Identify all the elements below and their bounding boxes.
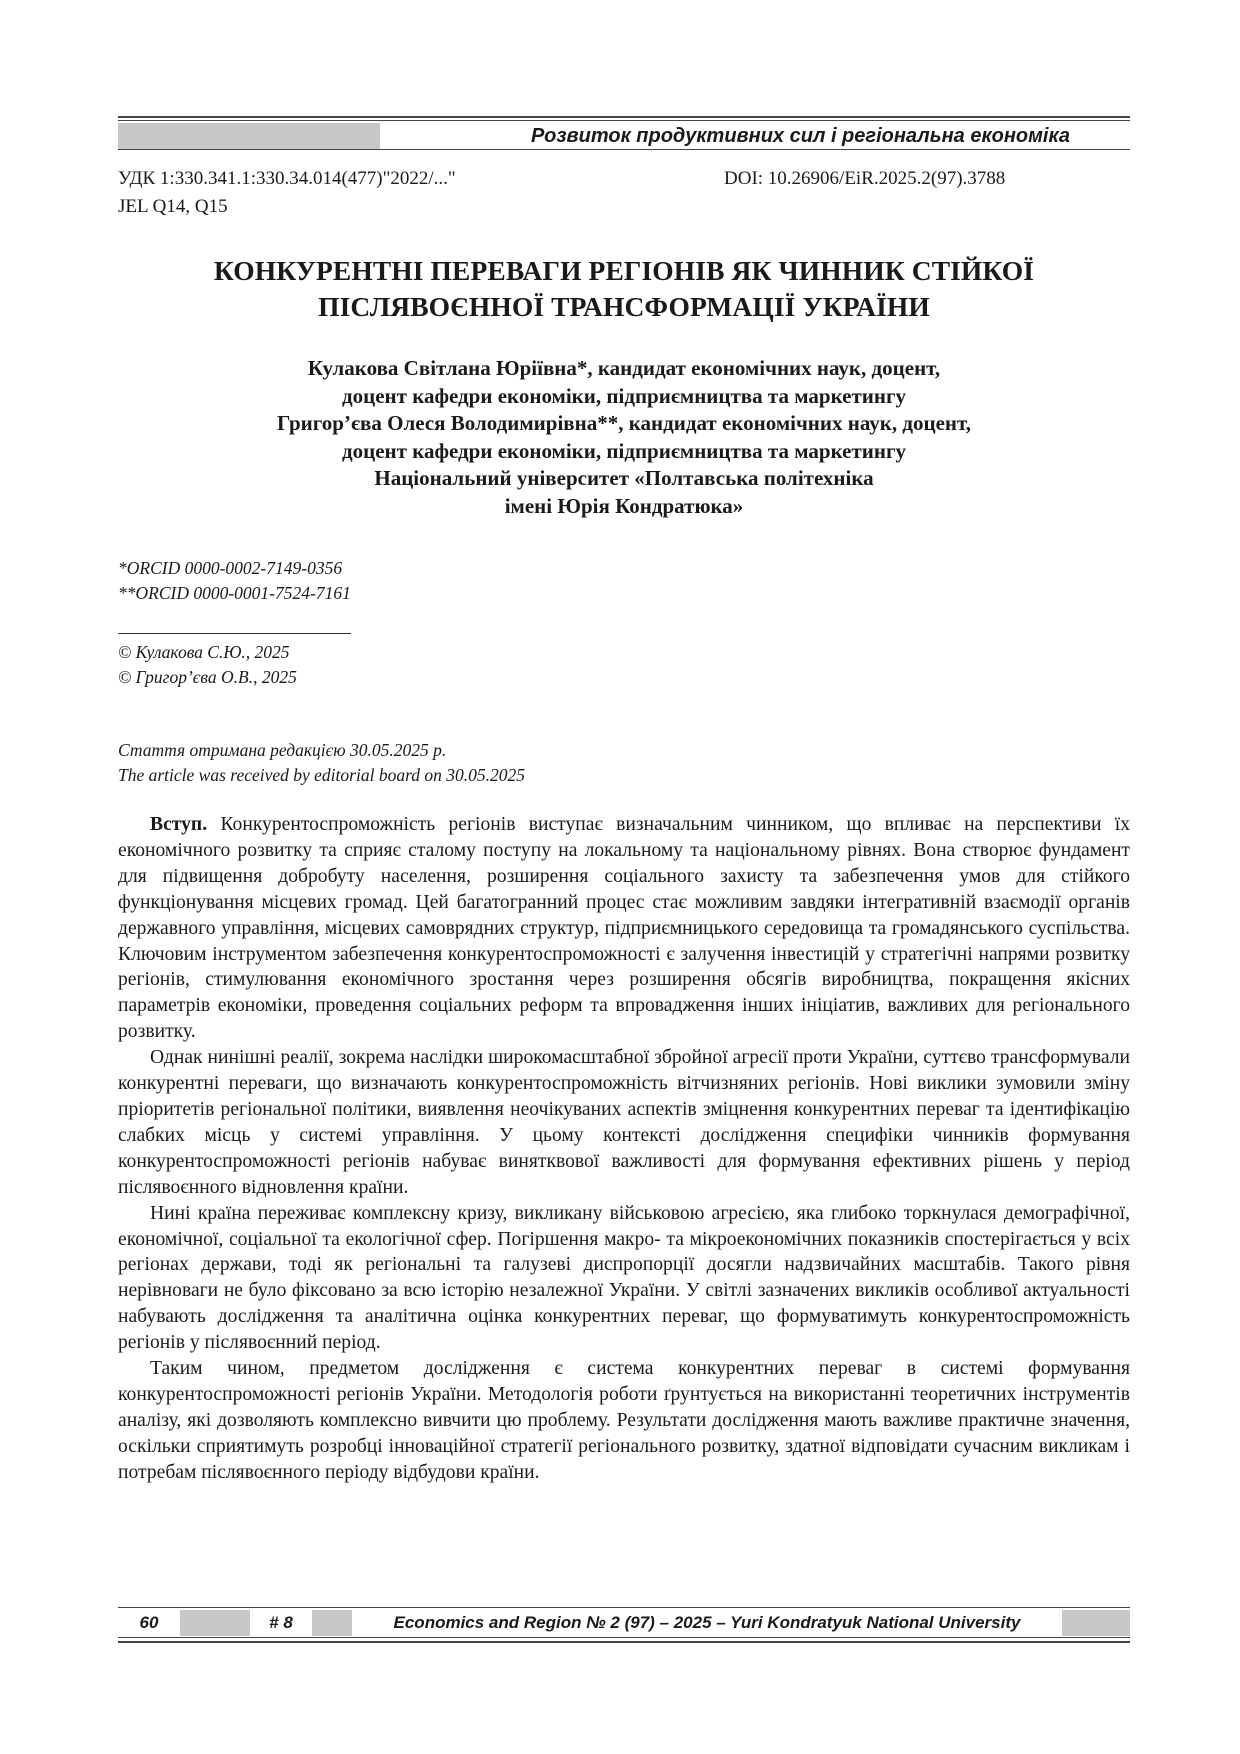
received-block <box>118 738 525 788</box>
received-en: The article was received by editorial board on 30.05.2025 <box>118 765 525 785</box>
intro-label: Вступ. <box>150 814 208 835</box>
running-footer <box>118 1610 1130 1636</box>
article-body <box>118 812 1130 1486</box>
orcid-second: **ORCID 0000-0001-7524-7161 <box>118 583 351 603</box>
copyright-first: © Кулакова С.Ю., 2025 <box>118 642 290 662</box>
page-number: 60 <box>139 1613 159 1632</box>
affiliation-line-2: імені Юрія Кондратюка» <box>504 493 744 518</box>
article-title <box>118 253 1130 325</box>
running-header <box>118 123 1130 149</box>
paragraph-4: Таким чином, предметом дослідження є система конкурентних переваг в системі формування конкурентоспроможності регіонів України. Методологія роботи ґрунтується на використанні теоретичних інструментів аналізу, які дозволяють комплексно вивчити цю проблему. Результати дослідження мають важливе практичне значення, оскільки сприятимуть розробці інноваційної стратегії регіонального розвитку, здатної відповідати сучасним викликам і потребам післявоєнного періоду відбудови країни. <box>118 1358 1130 1483</box>
orcid-block <box>118 556 351 606</box>
header-rule-top <box>118 116 1130 118</box>
copyright-second: © Григор’єва О.В., 2025 <box>118 667 297 687</box>
author-line-2: доцент кафедри економіки, підприємництва та маркетингу <box>341 383 907 408</box>
paragraph-3: Нині країна переживає комплексну кризу, викликану військовою агресією, яка глибоко торкнулася демографічної, економічної, соціальної та екологічної сфер. Погіршення макро- та мікроекономічних показників спостерігається у всіх регіонах держави, тоді як регіональні та галузеві диспропорції досягли надзвичайних масштабів. Такого рівня нерівноваги не було фіксовано за всю історію незалежної України. У світлі зазначених викликів особливої актуальності набувають дослідження та аналітична оцінка конкурентних переваг, що формуватимуть конкурентоспроможність регіонів у післявоєнний період. <box>118 1202 1130 1354</box>
udc-code: УДК 1:330.341.1:330.34.014(477)"2022/..." <box>118 168 456 189</box>
author-line-4: доцент кафедри економіки, підприємництва та маркетингу <box>341 438 907 463</box>
copyright-block <box>118 640 297 690</box>
jel-code: JEL Q14, Q15 <box>118 196 228 217</box>
author-line-1: Кулакова Світлана Юріївна*, кандидат економічних наук, доцент, <box>307 356 941 380</box>
author-block <box>118 355 1130 520</box>
footer-rule-bottom-thick <box>118 1641 1130 1643</box>
title-line-1: КОНКУРЕНТНІ ПЕРЕВАГИ РЕГІОНІВ ЯК ЧИННИК СТІЙКОЇ <box>213 255 1035 286</box>
author-line-3: Григор’єва Олеся Володимирівна**, кандидат економічних наук, доцент, <box>276 411 972 435</box>
footer-rule-top <box>118 1607 1130 1608</box>
paragraph-1 <box>118 812 1130 1045</box>
journal-name: Economics and Region № 2 (97) – 2025 – Yuri Kondratyuk National University <box>393 1613 1021 1632</box>
paragraph-1-text: Конкурентоспроможність регіонів виступає визначальним чинником, що впливає на перспективи їх економічного розвитку та сприяє сталому поступу на локальному та національному рівнях. Вона створює фундамент для підвищення добробуту населення, розширення соціального захисту та забезпечення умов для стійкого функціонування місцевих громад. Цей багатогранний процес стає можливим завдяки інтегративній взаємодії органів державного управління, місцевих самоврядних структур, підприємницького середовища та громадянського суспільства. Ключовим інструментом забезпечення конкурентоспроможності є залучення інвестицій у стратегічні напрями розвитку регіонів, стимулювання економічного зростання через розширення обсягів виробництва, покращення якісних параметрів економіки, проведення соціальних реформ та впровадження інших ініціатив, важливих для регіонального розвитку. <box>118 814 1130 1043</box>
footer-grey-block-3 <box>1062 1610 1130 1636</box>
header-rule-bottom <box>118 149 1130 150</box>
orcid-first: *ORCID 0000-0002-7149-0356 <box>118 558 343 578</box>
footnote-divider <box>118 633 351 634</box>
received-ua: Стаття отримана редакцією 30.05.2025 р. <box>118 740 447 760</box>
affiliation-line-1: Національний університет «Полтавська політехніка <box>374 466 874 490</box>
doi: DOI: 10.26906/EiR.2025.2(97).3788 <box>724 168 1006 189</box>
footer-grey-block-1 <box>180 1610 250 1636</box>
footer-grey-block-2 <box>312 1610 352 1636</box>
title-line-2: ПІСЛЯВОЄННОЇ ТРАНСФОРМАЦІЇ УКРАЇНИ <box>318 291 930 322</box>
footer-rule-bottom <box>118 1637 1130 1638</box>
header-grey-block <box>118 123 380 149</box>
header-rule-top-thin <box>118 120 1130 121</box>
paragraph-2: Однак нинішні реалії, зокрема наслідки широкомасштабної збройної агресії проти України, суттєво трансформували конкурентні переваги, що визначають конкурентоспроможність вітчизняних регіонів. Нові виклики зумовили зміну пріоритетів регіональної політики, виявлення неочікуваних аспектів зміцнення конкурентних переваг та ідентифікацію слабких місць у системі управління. У цьому контексті дослідження специфіки чинників формування конкурентоспроможності регіонів набуває винятквової важливості для формування ефективних рішень у період післявоєнного відновлення країни. <box>118 1047 1130 1198</box>
journal-section-title: Розвиток продуктивних сил і регіональна економіка <box>531 125 1070 147</box>
issue-tag: # 8 <box>269 1613 293 1632</box>
